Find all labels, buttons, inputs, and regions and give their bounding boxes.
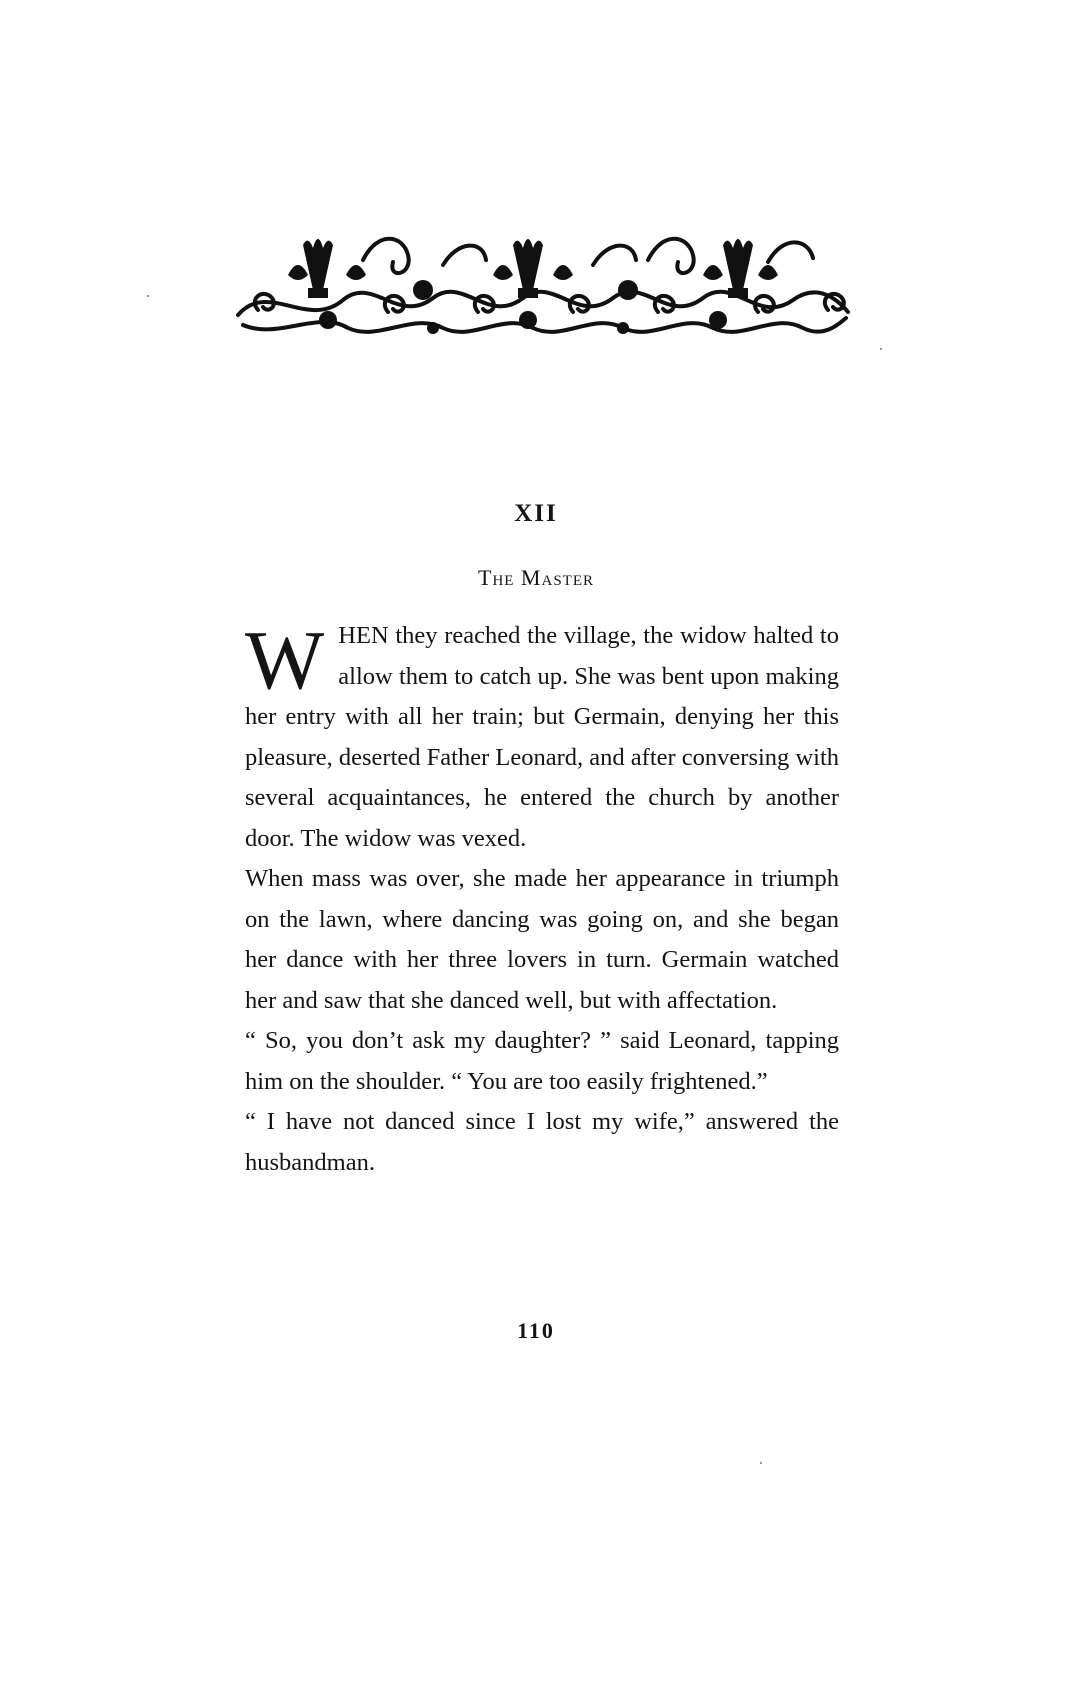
scan-speck (147, 295, 149, 297)
chapter-number: XII (514, 500, 558, 527)
paragraph: “ So, you don’t ask my daughter? ” said Leonard, tapping him on the shoulder. “ You are too easily frightened.” (245, 1027, 839, 1095)
paragraph: “ I have not danced since I lost my wife,” answered the husbandman. (245, 1108, 839, 1176)
floral-ornament-icon (228, 220, 858, 340)
chapter-title: The Master (478, 565, 594, 590)
paragraph: When mass was over, she made her appearance in triumph on the lawn, where dancing was going on, and she began her dance with her three lovers in turn. Germain watched her and saw that she danced well, but with affectation. (245, 865, 839, 1014)
scan-speck (880, 348, 882, 350)
page-number: 110 (517, 1318, 555, 1343)
paragraph (245, 616, 839, 859)
chapter-body (245, 616, 839, 1183)
paragraph-text: HEN they reached the village, the widow halted to allow them to catch up. She was bent upon making her entry with all her train; but Germain, denying her this pleasure, deserted Father Leonard, and after conversing with several acquaintances, he entered the church by another door. The widow was vexed. (245, 622, 839, 852)
drop-cap: W (245, 614, 325, 707)
scan-speck (760, 1462, 762, 1464)
